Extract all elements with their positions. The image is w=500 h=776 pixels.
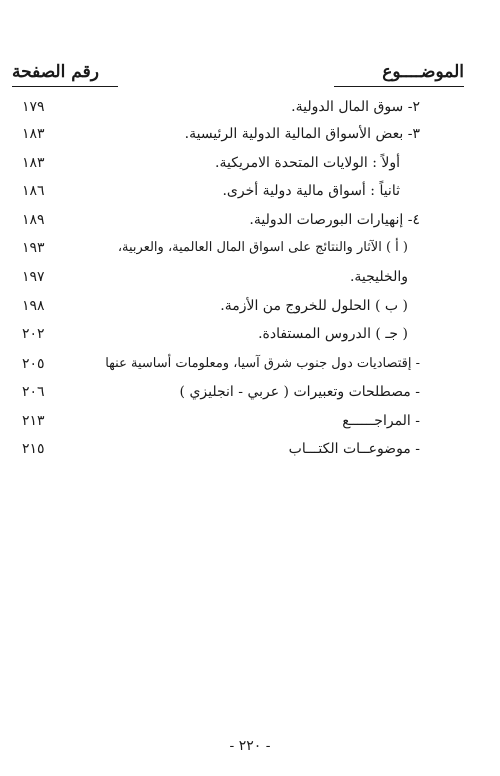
toc-entry xyxy=(0,267,500,293)
toc-entry-page: ٢١٣ xyxy=(22,413,45,429)
toc-entry xyxy=(0,296,500,322)
toc-entry-title: - موضوعــات الكتـــاب xyxy=(288,441,420,457)
toc-entry xyxy=(0,210,500,236)
toc-entry-title: - المراجــــــع xyxy=(342,413,420,429)
topic-column-header: الموضــــوع xyxy=(382,62,464,82)
toc-entry-page: ١٧٩ xyxy=(22,99,45,115)
toc-entry-title: والخليجية. xyxy=(349,269,408,285)
toc-entry xyxy=(0,181,500,207)
toc-entry-title: - إقتصاديات دول جنوب شرق آسيا، ومعلومات أساسية عنها xyxy=(105,356,420,371)
page-number-header-underline xyxy=(12,86,118,87)
toc-entry-title: ٣- بعض الأسواق المالية الدولية الرئيسية. xyxy=(184,126,420,142)
toc-entry xyxy=(0,354,500,380)
toc-entry-title: ( ب ) الحلول للخروج من الأزمة. xyxy=(220,298,408,314)
toc-entry-title: ثانياً : أسواق مالية دولية أخرى. xyxy=(222,183,400,199)
toc-entry xyxy=(0,97,500,123)
toc-entry-page: ٢٠٥ xyxy=(22,356,45,372)
page-footer-number: - ٢٢٠ - xyxy=(229,738,271,754)
toc-entry-page: ٢٠٦ xyxy=(22,384,45,400)
toc-entry-page: ١٨٦ xyxy=(22,183,45,199)
toc-entry xyxy=(0,324,500,350)
toc-entry-title: ٤- إنهيارات البورصات الدولية. xyxy=(249,212,420,228)
toc-entry xyxy=(0,382,500,408)
toc-entry xyxy=(0,439,500,465)
toc-entry-page: ١٩٨ xyxy=(22,298,45,314)
toc-entry-page: ١٩٣ xyxy=(22,240,45,256)
toc-entry xyxy=(0,411,500,437)
toc-entry-title: - مصطلحات وتعبيرات ( عربي - انجليزي ) xyxy=(179,384,420,400)
toc-entry-title: ٢- سوق المال الدولية. xyxy=(291,99,420,115)
toc-entry-page: ١٨٣ xyxy=(22,155,45,171)
toc-entry-page: ١٩٧ xyxy=(22,269,45,285)
toc-entry-page: ٢١٥ xyxy=(22,441,45,457)
toc-entry xyxy=(0,238,500,264)
page-number-column-header: رقم الصفحة xyxy=(12,62,99,82)
toc-entry-title: ( جـ ) الدروس المستفادة. xyxy=(258,326,408,342)
topic-header-underline xyxy=(334,86,464,87)
toc-entry-page: ١٨٩ xyxy=(22,212,45,228)
toc-entry-page: ٢٠٢ xyxy=(22,326,45,342)
toc-entry-page: ١٨٣ xyxy=(22,126,45,142)
toc-entry-title: ( أ ) الآثار والنتائج على اسواق المال العالمية، والعربية، xyxy=(117,240,408,255)
toc-entry xyxy=(0,153,500,179)
toc-entry-title: أولاً : الولايات المتحدة الامريكية. xyxy=(215,155,400,171)
toc-entry xyxy=(0,124,500,150)
